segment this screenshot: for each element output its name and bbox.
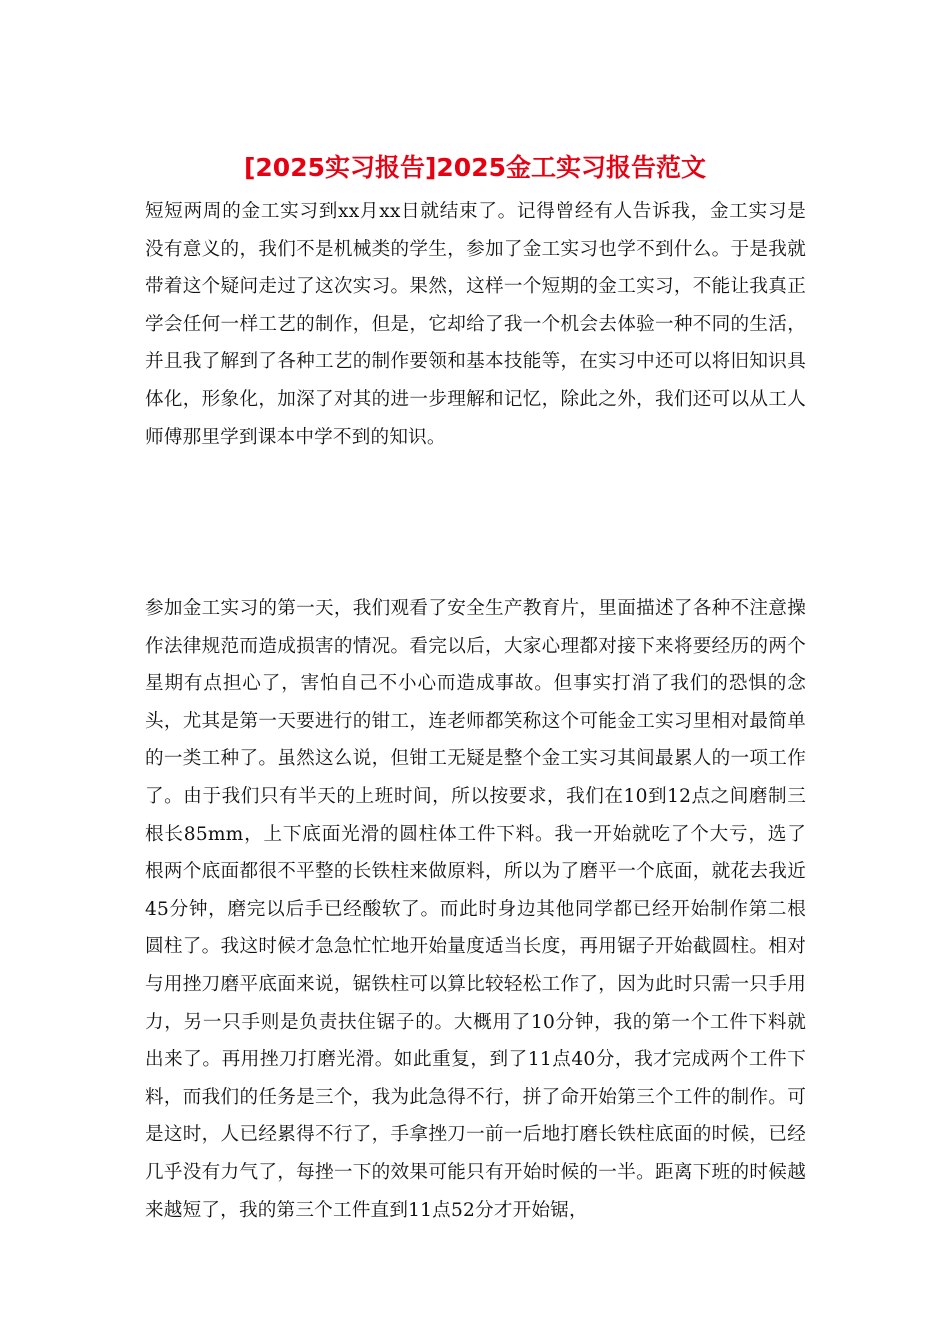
paragraph-first-day: 参加金工实习的第一天，我们观看了安全生产教育片，里面描述了各种不注意操作法律规范而造成损害的情况。看完以后，大家心理都对接下来将要经历的两个星期有点担心了，害怕自己不小心而造成事故。但事实打消了我们的恐惧的念头，尤其是第一天要进行的钳工，连老师都笑称这个可能金工实习里相对最简单的一类工种了。虽然这么说，但钳工无疑是整个金工实习其间最累人的一项工作了。由于我们只有半天的上班时间，所以按要求，我们在10到12点之间磨制三根长85mm，上下底面光滑的圆柱体工件下料。我一开始就吃了个大亏，选了根两个底面都很不平整的长铁柱来做原料，所以为了磨平一个底面，就花去我近45分钟，磨完以后手已经酸软了。而此时身边其他同学都已经开始制作第二根圆柱了。我这时候才急急忙忙地开始量度适当长度，再用锯子开始截圆柱。相对与用挫刀磨平底面来说，锯铁柱可以算比较轻松工作了，因为此时只需一只手用力，另一只手则是负责扶住锯子的。大概用了10分钟，我的第一个工件下料就出来了。再用挫刀打磨光滑。如此重复，到了11点40分，我才完成两个工件下料，而我们的任务是三个，我为此急得不行，拼了命开始第三个工件的制作。可是这时，人已经累得不行了，手拿挫刀一前一后地打磨长铁柱底面的时候，已经几乎没有力气了，每挫一下的效果可能只有开始时候的一半。距离下班的时候越来越短了，我的第三个工件直到11点52分才开始锯， [145,598,806,1221]
paragraph-intro: 短短两周的金工实习到xx月xx日就结束了。记得曾经有人告诉我，金工实习是没有意义的，我们不是机械类的学生，参加了金工实习也学不到什么。于是我就带着这个疑问走过了这次实习。果然，这样一个短期的金工实习，不能让我真正学会任何一样工艺的制作，但是，它却给了我一个机会去体验一种不同的生活，并且我了解到了各种工艺的制作要领和基本技能等，在实习中还可以将旧知识具体化，形象化，加深了对其的进一步理解和记忆，除此之外，我们还可以从工人师傅那里学到课本中学不到的知识。 [145,201,806,448]
document-title: [2025实习报告]2025金工实习报告范文 [243,153,706,182]
